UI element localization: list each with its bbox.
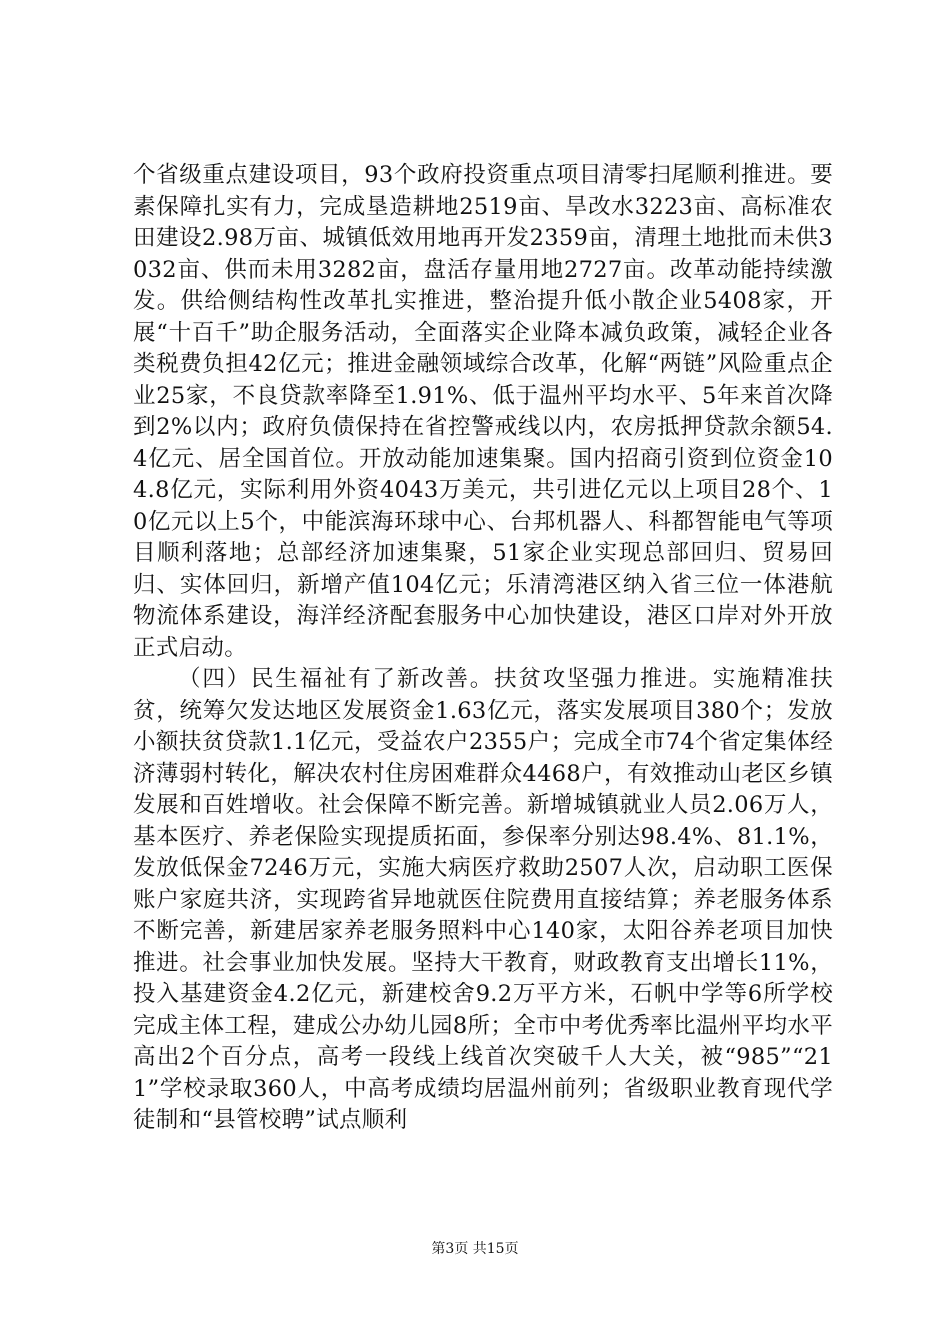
paragraph-2: （四）民生福祉有了新改善。扶贫攻坚强力推进。实施精准扶贫，统筹欠发达地区发展资金1.63亿元，落实发展项目380个；发放小额扶贫贷款1.1亿元，受益农户2355户；完成全市74个省定集体经济薄弱村转化，解决农村住房困难群众4468户，有效推动山老区乡镇发展和百姓增收。社会保障不断完善。新增城镇就业人员2.06万人，基本医疗、养老保险实现提质拓面，参保率分别达98.4%、81.1%，发放低保金7246万元，实施大病医疗救助2507人次，启动职工医保账户家庭共济，实现跨省异地就医住院费用直接结算；养老服务体系不断完善，新建居家养老服务照料中心140家，太阳谷养老项目加快推进。社会事业加快发展。坚持大干教育，财政教育支出增长11%，投入基建资金4.2亿元，新建校舍9.2万平方米，石帆中学等6所学校完成主体工程，建成公办幼儿园8所；全市中考优秀率比温州平均水平高出2个百分点，高考一段线上线首次突破千人大关，被“985”“211”学校录取360人，中高考成绩均居温州前列；省级职业教育现代学徒制和“县管校聘”试点顺利: [133, 666, 833, 1133]
body-text: [133, 160, 833, 1137]
page-footer: [0, 1238, 950, 1258]
page-number: 第3页 共15页: [431, 1241, 519, 1257]
paragraph-1: 个省级重点建设项目，93个政府投资重点项目清零扫尾顺利推进。要素保障扎实有力，完成垦造耕地2519亩、旱改水3223亩、高标准农田建设2.98万亩、城镇低效用地再开发2359亩，清理土地批而未供3032亩、供而未用3282亩，盘活存量用地2727亩。改革动能持续激发。供给侧结构性改革扎实推进，整治提升低小散企业5408家，开展“十百千”助企服务活动，全面落实企业降本减负政策，减轻企业各类税费负担42亿元；推进金融领域综合改革，化解“两链”风险重点企业25家，不良贷款率降至1.91%、低于温州平均水平、5年来首次降到2%以内；政府负债保持在省控警戒线以内，农房抵押贷款余额54.4亿元、居全国首位。开放动能加速集聚。国内招商引资到位资金104.8亿元，实际利用外资4043万美元，共引进亿元以上项目28个、10亿元以上5个，中能滨海环球中心、台邦机器人、科都智能电气等项目顺利落地；总部经济加速集聚，51家企业实现总部回归、贸易回归、实体回归，新增产值104亿元；乐清湾港区纳入省三位一体港航物流体系建设，海洋经济配套服务中心加快建设，港区口岸对外开放正式启动。: [133, 162, 833, 661]
